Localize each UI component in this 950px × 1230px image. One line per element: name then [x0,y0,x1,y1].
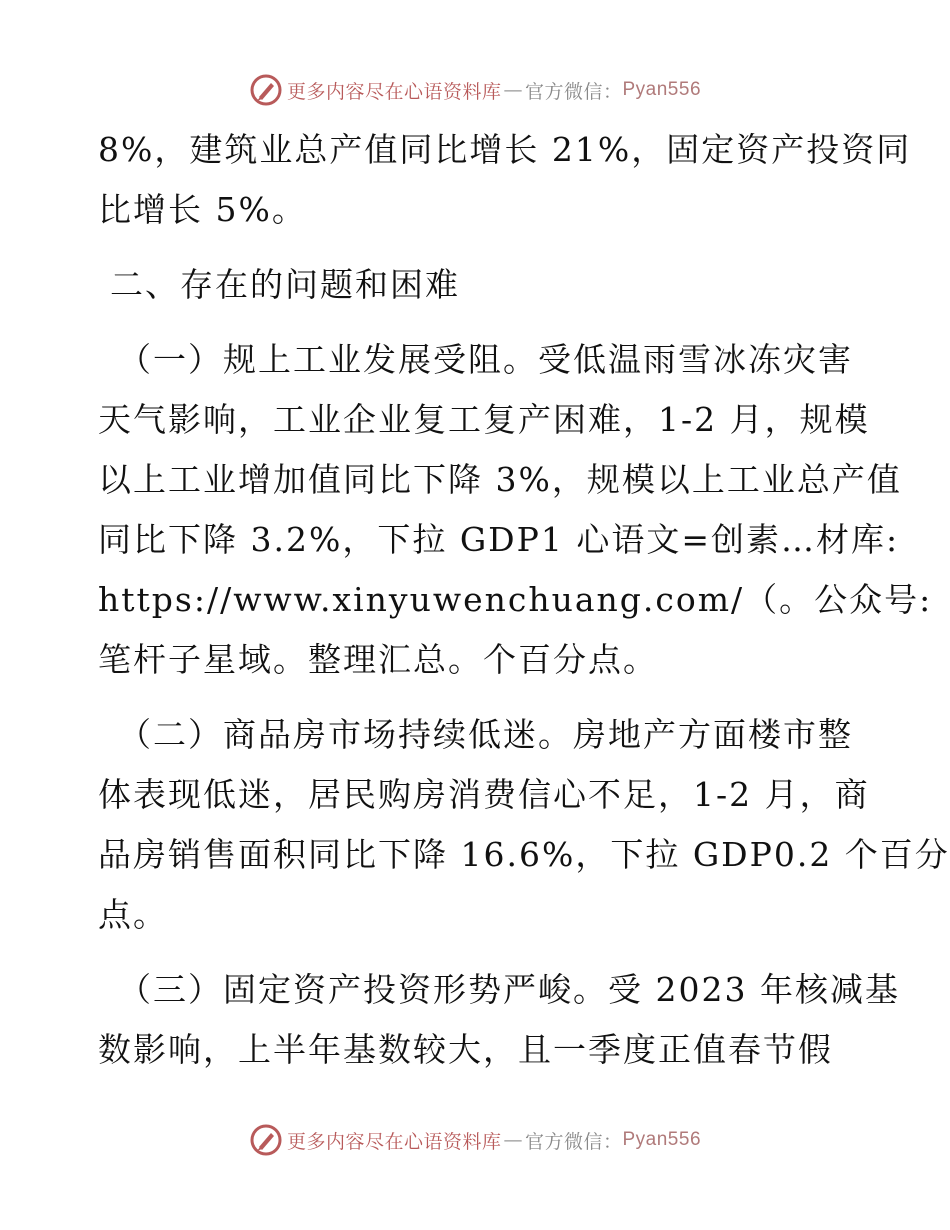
footer-banner [0,1120,950,1160]
footer-separator: — [503,1129,523,1151]
paragraph-line: https://www.xinyuwenchuang.com/（。公众号: [98,580,933,619]
pen-nib-logo-icon [249,73,283,107]
footer-brand-text: 更多内容尽在心语资料库 [286,1130,502,1153]
header-wechat-label: 官方微信： [524,80,623,103]
paragraph-line: （二）商品房市场持续低迷。房地产方面楼市整 [118,715,853,754]
paragraph-line: 品房销售面积同比下降 16.6%，下拉 GDP0.2 个百分 [98,835,950,874]
paragraph-line: 8%，建筑业总产值同比增长 21%，固定资产投资同 [98,130,912,169]
paragraph-line: 比增长 5%。 [98,190,307,229]
paragraph-line: （三）固定资产投资形势严峻。受 2023 年核减基 [118,970,900,1009]
footer-wechat-label: 官方微信： [524,1130,623,1153]
paragraph-line: 天气影响，工业企业复工复产困难，1-2 月，规模 [98,400,870,439]
header-wechat-id: Pyan556 [622,79,702,100]
paragraph-line: 数影响，上半年基数较大，且一季度正值春节假 [98,1030,833,1069]
header-banner [0,70,950,110]
paragraph-line: 笔杆子星域。整理汇总。个百分点。 [98,640,658,679]
document-body [98,120,950,1080]
header-separator: — [503,79,523,101]
paragraph-line: 以上工业增加值同比下降 3%，规模以上工业总产值 [98,460,902,499]
paragraph-line: （一）规上工业发展受阻。受低温雨雪冰冻灾害 [118,340,853,379]
paragraph-line: 体表现低迷，居民购房消费信心不足，1-2 月，商 [98,775,870,814]
paragraph-line: 点。 [98,895,168,934]
pen-nib-logo-icon [249,1123,283,1157]
section-heading: 二、存在的问题和困难 [110,265,460,304]
paragraph-line: 同比下降 3.2%，下拉 GDP1 心语文=创素…材库: [98,520,900,559]
header-brand-text: 更多内容尽在心语资料库 [286,80,502,103]
footer-wechat-id: Pyan556 [622,1129,702,1150]
